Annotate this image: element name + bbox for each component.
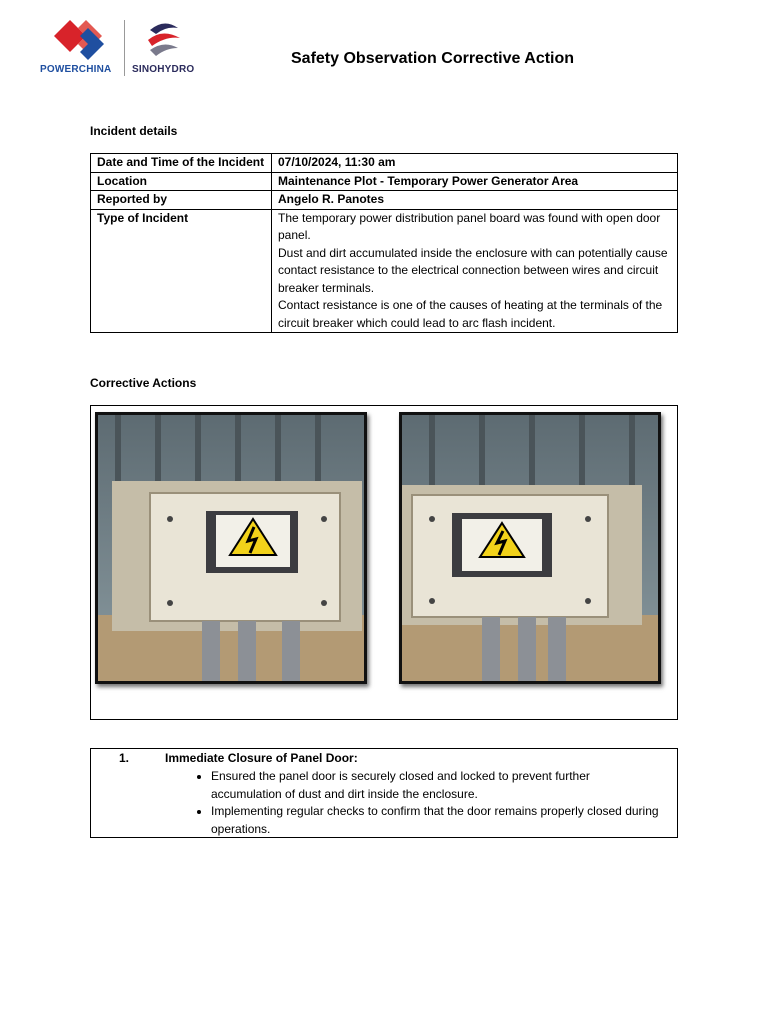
date-time-label: Date and Time of the Incident	[91, 154, 272, 173]
action-title: Immediate Closure of Panel Door:	[165, 751, 358, 765]
table-row	[91, 172, 678, 191]
photo-evidence-box	[90, 405, 678, 720]
incident-details-heading: Incident details	[90, 124, 178, 138]
action-bullet-list	[187, 768, 661, 838]
incident-description-line: Contact resistance is one of the causes of heating at the terminals of the circuit breaker which could lead to arc flash incident.	[278, 298, 663, 330]
photo-panel-closed-side-icon	[402, 415, 658, 681]
reported-by-label: Reported by	[91, 191, 272, 210]
corrective-actions-heading: Corrective Actions	[90, 376, 197, 390]
document-title: Safety Observation Corrective Action	[291, 50, 575, 67]
corrective-action-item	[90, 748, 678, 838]
location-value: Maintenance Plot - Temporary Power Generator Area	[272, 172, 678, 191]
incident-description-line: The temporary power distribution panel board was found with open door panel.	[278, 210, 661, 242]
panel-photo-side	[399, 412, 661, 684]
action-number: 1.	[119, 751, 130, 765]
incident-details-table	[90, 153, 678, 333]
sinohydro-logo-icon	[142, 18, 186, 62]
list-item: • Implementing regular checks to confirm that the door remains properly closed during operations.	[211, 803, 661, 838]
table-row	[91, 191, 678, 210]
table-row	[91, 154, 678, 173]
incident-type-description	[272, 209, 678, 333]
list-item: • Ensured the panel door is securely closed and locked to prevent further accumulation of dust and dirt inside the enclosure.	[211, 768, 661, 803]
date-time-value: 07/10/2024, 11:30 am	[272, 154, 678, 173]
logo-divider	[124, 20, 125, 76]
reported-by-value: Angelo R. Panotes	[272, 191, 678, 210]
powerchina-wordmark: POWERCHINA	[40, 64, 112, 75]
photo-panel-closed-front-icon	[98, 415, 364, 681]
panel-photo-front	[95, 412, 367, 684]
company-logos	[40, 18, 200, 80]
powerchina-logo-icon	[52, 18, 122, 62]
incident-description-line: Dust and dirt accumulated inside the enclosure with can potentially cause contact resistance to the electrical connection between wires and circuit breaker terminals.	[278, 245, 668, 295]
sinohydro-wordmark: SINOHYDRO	[132, 64, 195, 75]
table-row	[91, 209, 678, 333]
location-label: Location	[91, 172, 272, 191]
incident-type-label: Type of Incident	[91, 209, 272, 333]
